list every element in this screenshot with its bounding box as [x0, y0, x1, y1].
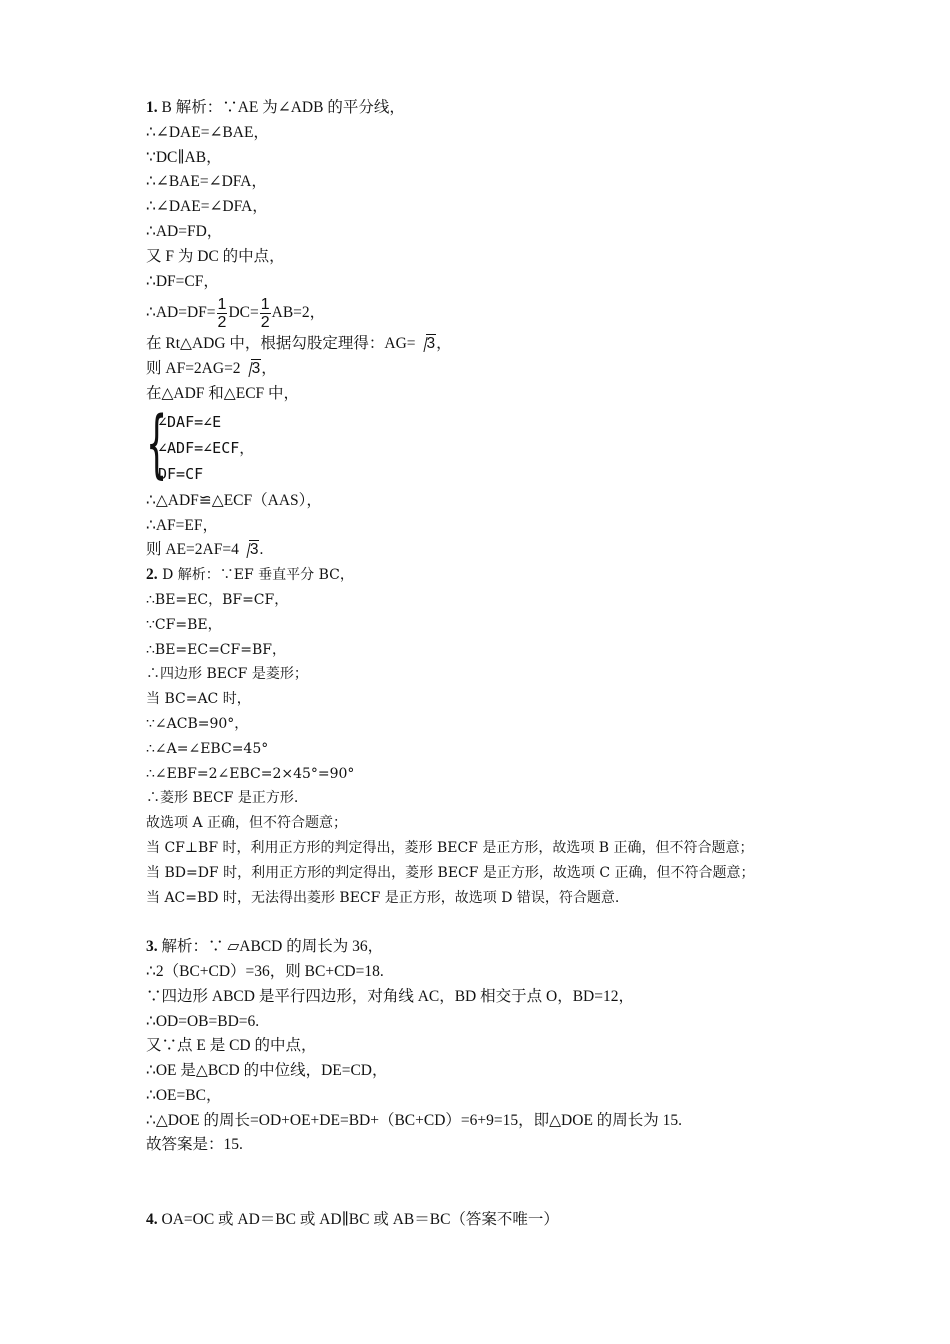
- q4-number: 4.: [146, 1210, 158, 1228]
- sqrt-symbol: [417, 332, 437, 357]
- q3-line-4: ∴OD=OB=BD=6.: [146, 1012, 260, 1030]
- left-brace-icon: {: [146, 400, 168, 487]
- equation-1: ∠DAF=∠E: [158, 412, 222, 431]
- q1-text-1: B 解析：∵AE 为∠ADB 的平分线，: [157, 99, 405, 116]
- q2-line-14: 当 AC=BD 时，无法得出菱形 BECF 是正方形，故选项 D 错误，符合题意.: [146, 889, 620, 906]
- q3-line-3: ∵四边形 ABCD 是平行四边形，对角线 AC，BD 相交于点 O，BD=12，: [146, 987, 634, 1005]
- q2-line-11: 故选项 A 正确，但不符合题意；: [146, 815, 348, 832]
- q1-text-15b: .: [259, 541, 264, 559]
- half-fraction: [217, 297, 228, 331]
- q2-line-5: ∴四边形 BECF 是菱形；: [146, 666, 308, 683]
- q3-line-2: ∴2（BC+CD）=36，则 BC+CD=18.: [146, 962, 384, 980]
- q1-line-6: ∴AD=FD，: [146, 222, 223, 240]
- q2-line-10: ∴菱形 BECF 是正方形.: [146, 790, 299, 807]
- equation-system: [146, 400, 846, 487]
- q1-line-7: 又 F 为 DC 的中点，: [146, 247, 285, 265]
- fraction-numerator: 1: [260, 295, 270, 313]
- q4-line-1: [146, 1208, 846, 1233]
- q3-line-9: 故答案是：15.: [146, 1136, 243, 1154]
- equation-3: DF=CF: [158, 464, 204, 483]
- fraction-denominator: 2: [260, 313, 270, 331]
- q1-text-9a: ∴AD=DF=: [146, 304, 216, 322]
- equation-2: ∠ADF=∠ECF，: [158, 438, 255, 457]
- q2-line-9: ∴∠EBF=2∠EBC=2×45°=90°: [146, 765, 355, 782]
- answer-document: [146, 96, 846, 1233]
- radicand: 3: [249, 541, 259, 559]
- q2-line-8: ∴∠A=∠EBC=45°: [146, 740, 269, 757]
- q1-text-15a: 则 AE=2AF=4: [146, 541, 239, 559]
- q2-line-3: ∵CF=BE，: [146, 616, 222, 633]
- fraction-denominator: 2: [217, 313, 227, 331]
- q1-line-2: ∴∠DAE=∠BAE，: [146, 123, 269, 141]
- q3-line-5: 又∵点 E 是 CD 的中点，: [146, 1037, 317, 1055]
- q2-text-1: D 解析：∵EF 垂直平分 BC，: [157, 567, 354, 584]
- q1-line-12: 在△ADF 和△ECF 中，: [146, 384, 300, 402]
- q2-line-4: ∴BE=EC=CF=BF，: [146, 641, 286, 658]
- sqrt-symbol: [240, 538, 260, 563]
- q4-text-1: OA=OC 或 AD＝BC 或 AD∥BC 或 AB＝BC（答案不唯一）: [157, 1210, 559, 1228]
- spacer: [146, 910, 846, 935]
- q3-line-6: ∴OE 是△BCD 的中位线，DE=CD，: [146, 1062, 388, 1080]
- q1-line-13: ∴△ADF≌△ECF（AAS），: [146, 491, 322, 509]
- q1-line-8: ∴DF=CF，: [146, 272, 219, 290]
- q1-line-14: ∴AF=EF，: [146, 516, 219, 534]
- q2-line-1: [146, 563, 846, 588]
- q2-number: 2.: [146, 566, 158, 584]
- equation-list: [156, 409, 254, 487]
- q1-line-4: ∴∠BAE=∠DFA，: [146, 173, 267, 191]
- radicand: 3: [251, 360, 261, 378]
- spacer: [146, 1158, 846, 1208]
- q1-text-9b: DC=: [228, 304, 259, 322]
- q1-line-11: [146, 357, 846, 382]
- q1-line-5: ∴∠DAE=∠DFA，: [146, 198, 268, 216]
- radicand: 3: [426, 335, 436, 353]
- q1-text-10b: ，: [436, 335, 452, 353]
- q3-line-8: ∴△DOE 的周长=OD+OE+DE=BD+（BC+CD）=6+9=15，即△DOE 的周长为 15.: [146, 1111, 683, 1129]
- half-fraction: [260, 297, 271, 331]
- q2-line-12: 当 CF⊥BF 时，利用正方形的判定得出，菱形 BECF 是正方形，故选项 B 正确，但不符合题意；: [146, 839, 754, 856]
- q1-text-9c: AB=2，: [271, 304, 326, 322]
- q1-line-9: [146, 294, 846, 332]
- q3-number: 3.: [146, 938, 158, 956]
- q1-text-11b: ，: [261, 360, 277, 378]
- q1-text-10a: 在 Rt△ADG 中，根据勾股定理得：AG=: [146, 335, 416, 353]
- fraction-numerator: 1: [217, 295, 227, 313]
- sqrt-symbol: [242, 357, 262, 382]
- q1-text-11a: 则 AF=2AG=2: [146, 360, 241, 378]
- q2-line-13: 当 BD=DF 时，利用正方形的判定得出，菱形 BECF 是正方形，故选项 C 正确，但不符合题意；: [146, 864, 755, 881]
- q1-line-10: [146, 332, 846, 357]
- q1-number: 1.: [146, 99, 158, 116]
- q1-line-15: [146, 538, 846, 563]
- q3-line-7: ∴OE=BC，: [146, 1086, 222, 1104]
- q1-line-3: ∵DC∥AB，: [146, 148, 222, 166]
- q1-line-1: [146, 96, 846, 121]
- q2-line-6: 当 BC=AC 时，: [146, 691, 251, 708]
- q2-line-2: ∴BE=EC，BF=CF，: [146, 591, 289, 608]
- q2-line-7: ∵∠ACB=90°，: [146, 715, 249, 732]
- q3-line-1: [146, 935, 846, 960]
- q3-text-1: 解析：∵ ▱ABCD 的周长为 36，: [157, 938, 384, 956]
